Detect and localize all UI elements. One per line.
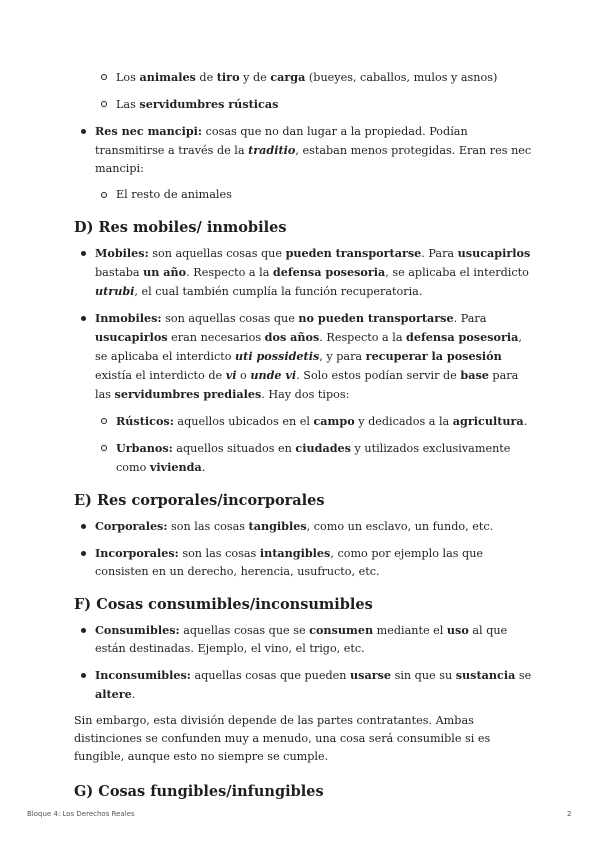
list-item-animales: Los animales de tiro y de carga (bueyes, caballos, mulos y asnos) [95,68,532,87]
page-number: 2 [567,810,572,818]
list-item-incorporales: Incorporales: son las cosas intangibles, como por ejemplo las que consisten en un derecho, herencia, usufructo, etc. [74,544,532,581]
bullet-icon [81,628,86,633]
bullet-icon [81,316,86,321]
circle-bullet-icon [101,192,107,198]
bullet-icon [81,673,86,678]
list-item-inmobiles: Inmobiles: son aquellas cosas que no pueden transportarse. Para usucapirlos eran necesarios dos años. Respecto a la defensa posesoria, se aplicaba el interdicto uti possidetis, y para recuperar la posesión existía el interdicto de vi o unde vi. Solo estos podían servir de base para las servidumbres prediales. Hay dos tipos: [74,309,532,404]
circle-bullet-icon [101,101,107,107]
bullet-icon [81,129,86,134]
list-item-rusticos: Rústicos: aquellos ubicados en el campo y dedicados a la agricultura. [95,412,532,431]
bullet-icon [81,251,86,256]
section-title-g: G) Cosas fungibles/infungibles [74,783,324,800]
list-item-mobiles: Mobiles: son aquellas cosas que pueden transportarse. Para usucapirlos bastaba un año. Respecto a la defensa posesoria, se aplicaba el interdicto utrubi, el cual también cumplía la función recuperatoria. [74,244,532,301]
circle-bullet-icon [101,74,107,80]
section-title-e: E) Res corporales/incorporales [74,492,325,509]
list-item-servidumbres: Las servidumbres rústicas [95,95,532,114]
list-item-corporales: Corporales: son las cosas tangibles, como un esclavo, un fundo, etc. [74,517,532,536]
bullet-icon [81,524,86,529]
document-body [74,68,532,802]
list-item-resto-animales: El resto de animales [95,186,532,204]
bullet-icon [81,551,86,556]
list-item-inconsumibles: Inconsumibles: aquellas cosas que pueden usarse sin que su sustancia se altere. [74,666,532,704]
list-item-consumibles: Consumibles: aquellas cosas que se consumen mediante el uso al que están destinadas. Ejemplo, el vino, el trigo, etc. [74,621,532,658]
section-title-d: D) Res mobiles/ inmobiles [74,219,287,236]
circle-bullet-icon [101,418,107,424]
circle-bullet-icon [101,445,107,451]
section-title-f: F) Cosas consumibles/inconsumibles [74,596,373,613]
footer-title: Bloque 4: Los Derechos Reales [27,810,135,818]
list-item-urbanos: Urbanos: aquellos situados en ciudades y utilizados exclusivamente como vivienda. [95,439,532,477]
paragraph-fungibles-note: Sin embargo, esta división depende de las partes contratantes. Ambas distinciones se confunden muy a menudo, una cosa será consumible si es fungible, aunque esto no siempre se cumple. [74,714,491,763]
list-item-res-nec-mancipi: Res nec mancipi: cosas que no dan lugar a la propiedad. Podían transmitirse a través de la traditio, estaban menos protegidas. Eran res nec mancipi: [74,122,532,178]
